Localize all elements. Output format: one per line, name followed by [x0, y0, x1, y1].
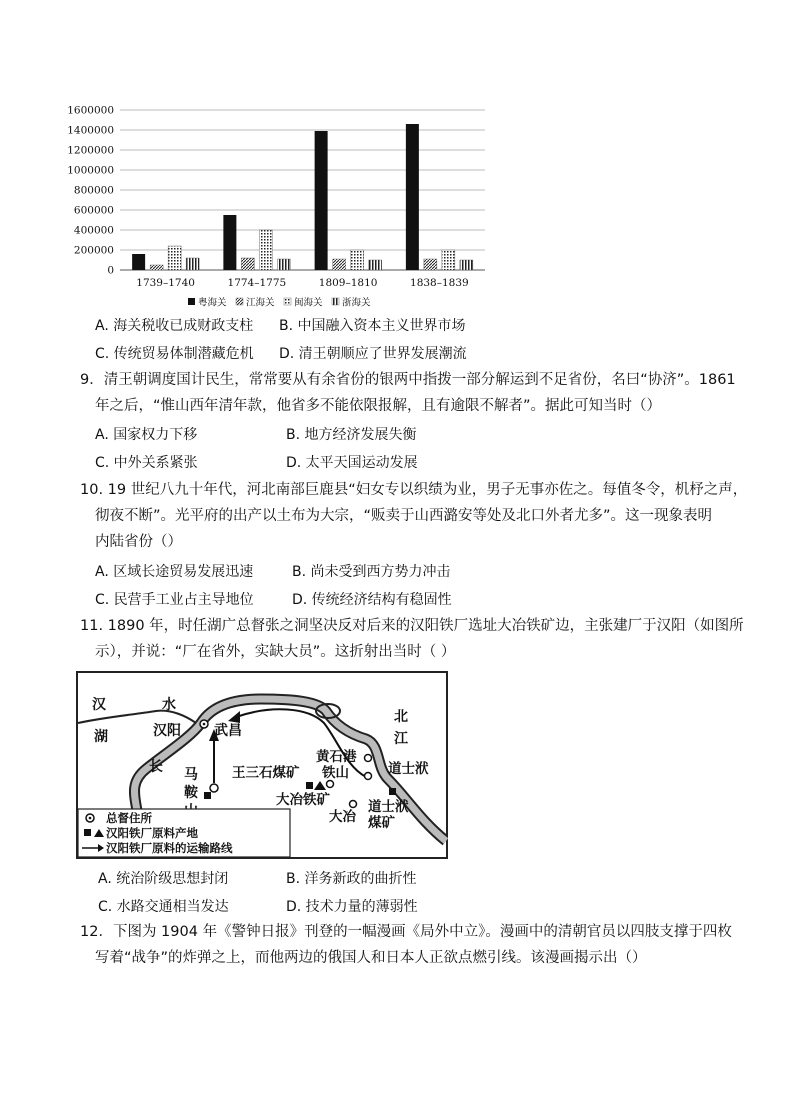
bar: [369, 260, 382, 270]
bar: [223, 215, 236, 270]
map-label-tieshan: 铁山: [322, 765, 349, 781]
y-tick-label: 1600000: [67, 104, 114, 117]
bar: [460, 260, 473, 270]
bar: [333, 259, 346, 270]
q8-option-a[interactable]: A. 海关税收已成财政支柱: [95, 318, 254, 334]
x-tick-label: 1838–1839: [410, 277, 469, 289]
q8-option-c[interactable]: C. 传统贸易体制潜藏危机: [95, 346, 254, 362]
x-tick-label: 1774–1775: [227, 277, 287, 289]
map-label-wangsanshi: 王三石煤矿: [232, 765, 300, 781]
bar: [424, 259, 437, 270]
x-axis-tick-labels: [136, 277, 468, 289]
map-legend-governor: 总督住所: [106, 811, 152, 825]
map-label-daoshifu: 道士洑: [388, 761, 429, 777]
bar: [315, 131, 328, 270]
x-tick-label: 1809–1810: [318, 277, 378, 289]
map-legend-route: 汉阳铁厂原料的运输路线: [106, 841, 233, 855]
map-legend-origin: 汉阳铁厂原料产地: [106, 826, 198, 840]
legend-swatch: [284, 298, 291, 305]
q11-option-a[interactable]: A. 统治阶级思想封闭: [98, 871, 229, 887]
q10-option-c[interactable]: C. 民营手工业占主导地位: [95, 592, 254, 608]
map-label-daye-mine: 大冶铁矿: [276, 792, 330, 808]
y-tick-label: 1000000: [67, 164, 114, 177]
customs-revenue-bar-chart: [60, 98, 490, 314]
q9-option-b[interactable]: B. 地方经济发展失衡: [286, 427, 417, 443]
map-label-hanyang: 汉阳: [153, 723, 181, 739]
q11-option-d[interactable]: D. 技术力量的薄弱性: [286, 899, 418, 915]
y-tick-label: 1200000: [67, 144, 114, 157]
map-label-daye: 大冶: [329, 809, 356, 825]
q10-stem-line1: 10. 19 世纪八九十年代，河北南部巨鹿县“妇女专以织绩为业，男子无事亦佐之。每值冬令，机杼之声，: [80, 482, 748, 498]
y-tick-label: 0: [107, 264, 114, 277]
q10-stem-line2: 彻夜不断”。光平府的出产以土布为大宗，“贩卖于山西潞安等处及北口外者尤多”。这一现象表明: [95, 508, 713, 524]
q11-stem-line2: 示），并说：“厂在省外，实缺大员”。这折射出当时（ ）: [95, 644, 456, 660]
map-label-daoshifu-mine-2: 煤矿: [368, 815, 395, 831]
q11-stem-line1: 11. 1890 年，时任湖广总督张之洞坚决反对后来的汉阳铁厂选址大冶铁矿边，主张建厂于汉阳（如图所: [80, 618, 744, 634]
map-label-han: 汉: [92, 697, 106, 713]
q10-option-d[interactable]: D. 传统经济结构有稳固性: [292, 592, 452, 608]
bar: [168, 246, 181, 270]
q11-option-b[interactable]: B. 洋务新政的曲折性: [286, 871, 417, 887]
q9-stem-line2: 年之后，“惟山西年清年款，他省多不能依限报解，且有逾限不解者”。据此可知当时（）: [95, 398, 662, 414]
bar: [150, 265, 163, 270]
chart-bars: [132, 124, 473, 270]
q9-stem-line1: 9．清王朝调度国计民生，常常要从有余省份的银两中指拨一部分解运到不足省份，名曰“协济”。1861: [80, 372, 736, 388]
map-label-jiang: 江: [394, 731, 408, 747]
bar: [277, 259, 290, 270]
bar: [259, 230, 272, 270]
legend-label: 粤海关: [198, 297, 227, 309]
bar: [406, 124, 419, 270]
hanyang-ironworks-map: [76, 671, 448, 859]
legend-label: 江海关: [246, 297, 275, 309]
x-tick-label: 1739–1740: [136, 277, 195, 289]
q10-stem-line3: 内陆省份（）: [95, 534, 182, 550]
q12-stem-line1: 12．下图为 1904 年《警钟日报》刊登的一幅漫画《局外中立》。漫画中的清朝官员以四肢支撑于四枚: [80, 924, 732, 940]
chart-legend: [188, 297, 371, 309]
q9-option-d[interactable]: D. 太平天国运动发展: [286, 455, 418, 471]
bar: [241, 258, 254, 270]
map-label-an: 鞍: [184, 785, 198, 801]
bar: [442, 250, 455, 270]
map-label-daoshifu-mine-1: 道士洑: [368, 799, 409, 815]
bar: [186, 258, 199, 270]
map-label-bei: 北: [394, 709, 408, 725]
q8-option-b[interactable]: B. 中国融入资本主义世界市场: [279, 318, 466, 334]
q10-option-a[interactable]: A. 区域长途贸易发展迅速: [95, 564, 254, 580]
q11-option-c[interactable]: C. 水路交通相当发达: [98, 899, 229, 915]
y-tick-label: 1400000: [67, 124, 114, 137]
y-tick-label: 200000: [73, 244, 114, 257]
legend-swatch: [236, 298, 243, 305]
y-tick-label: 800000: [73, 184, 114, 197]
q12-stem-line2: 写着“战争”的炸弹之上，而他两边的俄国人和日本人正欲点燃引线。该漫画揭示出（）: [95, 950, 647, 966]
map-label-ma: 马: [184, 767, 198, 783]
legend-swatch: [188, 298, 195, 305]
map-label-huangshigang: 黄石港: [316, 749, 357, 765]
y-tick-label: 600000: [73, 204, 114, 217]
map-label-chang: 长: [149, 759, 163, 775]
map-label-hu: 湖: [94, 729, 108, 745]
legend-label: 浙海关: [342, 297, 371, 309]
map-label-shui: 水: [162, 697, 176, 713]
y-tick-label: 400000: [73, 224, 114, 237]
y-axis-tick-labels: [67, 105, 114, 277]
bar: [132, 254, 145, 270]
q9-option-c[interactable]: C. 中外关系紧张: [95, 455, 198, 471]
q8-option-d[interactable]: D. 清王朝顺应了世界发展潮流: [279, 346, 467, 362]
bar: [351, 250, 364, 270]
q10-option-b[interactable]: B. 尚未受到西方势力冲击: [292, 564, 451, 580]
map-label-wuchang: 武昌: [214, 723, 242, 739]
legend-swatch: [332, 298, 339, 305]
legend-label: 闽海关: [294, 297, 323, 309]
q9-option-a[interactable]: A. 国家权力下移: [95, 427, 198, 443]
